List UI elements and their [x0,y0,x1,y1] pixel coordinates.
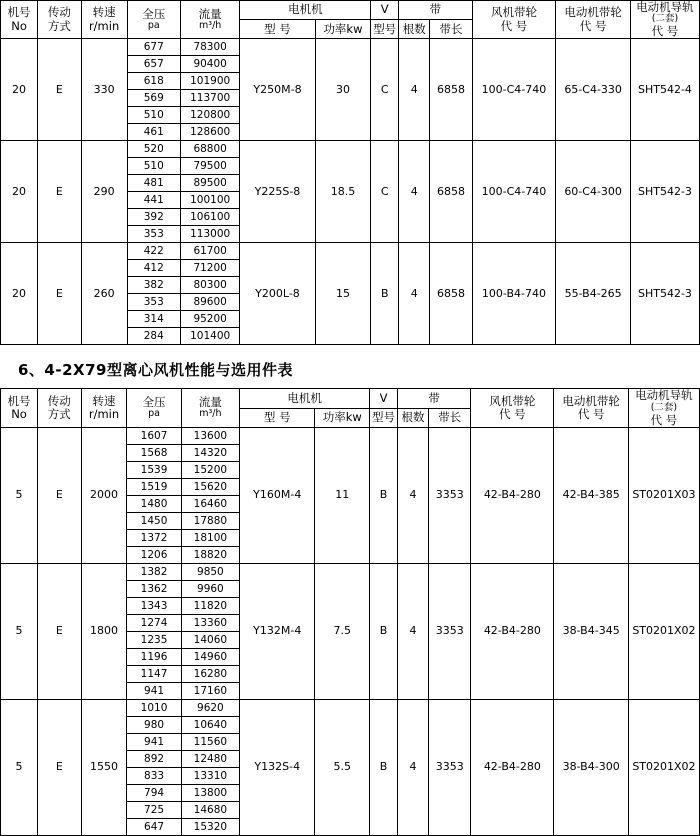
cell-quanya: 1519 [127,478,181,495]
cell-zhuansu: 260 [81,243,127,345]
cell-zhuansu: 290 [81,141,127,243]
cell-gonglv: 5.5 [315,699,370,835]
cell-genshu: 4 [397,563,428,699]
cell-liuliang: 101400 [180,328,239,345]
cell-fengji-daolun: 42-B4-280 [471,563,554,699]
cell-liuliang: 9850 [181,563,240,580]
header-dianji-group: 电机机 [240,389,370,408]
table-row [1,243,700,260]
cell-jihao: 20 [1,39,38,141]
cell-quanya: 1480 [127,495,181,512]
cell-quanya: 1010 [127,699,181,716]
cell-liuliang: 17160 [181,682,240,699]
cell-v-xinghao: B [371,243,399,345]
cell-genshu: 4 [397,427,428,563]
cell-quanya: 1362 [127,580,181,597]
header-quanya: 全压 pa [127,389,181,427]
header-dianji-xinghao: 型 号 [240,20,315,39]
cell-quanya: 412 [127,260,180,277]
cell-fengji-daolun: 42-B4-280 [471,699,554,835]
cell-jihao: 5 [1,427,38,563]
cell-liuliang: 89600 [180,294,239,311]
cell-quanya: 1382 [127,563,181,580]
cell-zhuansu: 1550 [81,699,127,835]
cell-liuliang: 113000 [180,226,239,243]
cell-liuliang: 15620 [181,478,240,495]
header-zhuansu: 转速 r/min [81,1,127,39]
cell-liuliang: 14320 [181,444,240,461]
header-v-xinghao: 型号 [371,20,399,39]
cell-quanya: 1539 [127,461,181,478]
cell-liuliang: 10640 [181,716,240,733]
cell-quanya: 314 [127,311,180,328]
cell-jihao: 5 [1,699,38,835]
cell-liuliang: 120800 [180,107,239,124]
cell-gonglv: 11 [315,427,370,563]
table-row [1,699,700,716]
table-row [1,141,700,158]
header-liuliang: 流量 m³/h [180,1,239,39]
table-row [1,563,700,580]
cell-quanya: 618 [127,73,180,90]
cell-quanya: 422 [127,243,180,260]
cell-quanya: 1235 [127,631,181,648]
header-daichang: 带长 [430,20,472,39]
cell-quanya: 569 [127,90,180,107]
cell-chuandong: E [38,563,82,699]
header-dianji-daolun: 电动机带轮 代 号 [556,1,631,39]
cell-liuliang: 9960 [181,580,240,597]
cell-quanya: 353 [127,226,180,243]
cell-fengji-daolun: 100-C4-740 [472,39,556,141]
cell-daichang: 3353 [429,427,471,563]
cell-daichang: 6858 [430,39,472,141]
cell-quanya: 647 [127,818,181,835]
header-v-group: V [370,389,398,408]
cell-quanya: 833 [127,767,181,784]
header-gonglv: 功率kw [315,20,371,39]
cell-quanya: 392 [127,209,180,226]
cell-liuliang: 14960 [181,648,240,665]
cell-daogui: ST0201X03 [628,427,699,563]
cell-daichang: 6858 [430,243,472,345]
cell-v-xinghao: B [370,427,398,563]
cell-quanya: 1568 [127,444,181,461]
cell-dianji-daolun: 55-B4-265 [556,243,631,345]
cell-fengji-daolun: 42-B4-280 [471,427,554,563]
cell-chuandong: E [38,427,82,563]
header-v-xinghao: 型号 [370,408,398,427]
cell-genshu: 4 [399,141,430,243]
cell-quanya: 677 [127,39,180,56]
cell-liuliang: 11820 [181,597,240,614]
cell-dianji-daolun: 38-B4-345 [554,563,628,699]
cell-dianji-daolun: 38-B4-300 [554,699,628,835]
cell-liuliang: 89500 [180,175,239,192]
cell-liuliang: 78300 [180,39,239,56]
cell-dianji-daolun: 60-C4-300 [556,141,631,243]
cell-liuliang: 90400 [180,56,239,73]
cell-v-xinghao: C [371,39,399,141]
cell-zhuansu: 2000 [81,427,127,563]
cell-quanya: 980 [127,716,181,733]
header-fengji-daolun: 风机带轮 代 号 [471,389,554,427]
cell-liuliang: 95200 [180,311,239,328]
cell-zhuansu: 1800 [81,563,127,699]
cell-liuliang: 15320 [181,818,240,835]
cell-liuliang: 17880 [181,512,240,529]
cell-quanya: 284 [127,328,180,345]
cell-quanya: 510 [127,107,180,124]
header-liuliang: 流量 m³/h [181,389,240,427]
cell-zhuansu: 330 [81,39,127,141]
cell-dianji-xinghao: Y132M-4 [240,563,315,699]
cell-genshu: 4 [397,699,428,835]
cell-genshu: 4 [399,243,430,345]
header-fengji-daolun: 风机带轮 代 号 [472,1,556,39]
cell-v-xinghao: C [371,141,399,243]
cell-chuandong: E [38,699,82,835]
cell-liuliang: 18820 [181,546,240,563]
cell-v-xinghao: B [370,699,398,835]
cell-gonglv: 7.5 [315,563,370,699]
fan-spec-table-bottom [0,388,700,835]
cell-daichang: 3353 [429,699,471,835]
cell-quanya: 892 [127,750,181,767]
cell-quanya: 1372 [127,529,181,546]
cell-dianji-xinghao: Y160M-4 [240,427,315,563]
header-dianji-daolun: 电动机带轮 代 号 [554,389,628,427]
cell-quanya: 941 [127,682,181,699]
cell-genshu: 4 [399,39,430,141]
header-dianji-group: 电机机 [240,1,371,20]
cell-quanya: 481 [127,175,180,192]
cell-liuliang: 79500 [180,158,239,175]
cell-liuliang: 113700 [180,90,239,107]
fan-spec-table-top [0,0,700,345]
header-chuandong: 传动 方式 [38,389,82,427]
cell-quanya: 1274 [127,614,181,631]
cell-liuliang: 100100 [180,192,239,209]
cell-jihao: 20 [1,141,38,243]
cell-liuliang: 68800 [180,141,239,158]
cell-dianji-daolun: 65-C4-330 [556,39,631,141]
cell-dianji-xinghao: Y250M-8 [240,39,315,141]
cell-fengji-daolun: 100-C4-740 [472,141,556,243]
cell-chuandong: E [38,141,82,243]
header-jihao: 机号 No [1,389,38,427]
cell-v-xinghao: B [370,563,398,699]
cell-quanya: 1196 [127,648,181,665]
header-dianji-xinghao: 型 号 [240,408,315,427]
header-daogui: 电动机导轨 (二套) 代 号 [628,389,699,427]
cell-quanya: 1450 [127,512,181,529]
cell-jihao: 5 [1,563,38,699]
cell-daichang: 3353 [429,563,471,699]
cell-liuliang: 12480 [181,750,240,767]
cell-quanya: 725 [127,801,181,818]
header-dai-group: 带 [397,389,470,408]
cell-liuliang: 15200 [181,461,240,478]
cell-quanya: 353 [127,294,180,311]
cell-daichang: 6858 [430,141,472,243]
table-row [1,39,700,56]
cell-liuliang: 13600 [181,427,240,444]
cell-chuandong: E [38,243,82,345]
table-header-row [1,389,700,408]
cell-liuliang: 16280 [181,665,240,682]
cell-quanya: 461 [127,124,180,141]
cell-quanya: 382 [127,277,180,294]
header-genshu: 根数 [397,408,428,427]
cell-gonglv: 18.5 [315,141,371,243]
cell-liuliang: 13800 [181,784,240,801]
header-daichang: 带长 [429,408,471,427]
cell-liuliang: 71200 [180,260,239,277]
header-gonglv: 功率kw [315,408,370,427]
header-v-group: V [371,1,399,20]
table-header-row [1,1,700,20]
cell-quanya: 1607 [127,427,181,444]
cell-quanya: 1343 [127,597,181,614]
cell-liuliang: 14060 [181,631,240,648]
cell-dianji-xinghao: Y200L-8 [240,243,315,345]
header-chuandong: 传动 方式 [38,1,82,39]
header-zhuansu: 转速 r/min [81,389,127,427]
header-quanya: 全压 pa [127,1,180,39]
cell-liuliang: 14680 [181,801,240,818]
cell-daogui: ST0201X02 [628,699,699,835]
cell-chuandong: E [38,39,82,141]
cell-jihao: 20 [1,243,38,345]
cell-liuliang: 128600 [180,124,239,141]
cell-liuliang: 9620 [181,699,240,716]
cell-liuliang: 11560 [181,733,240,750]
cell-daogui: ST0201X02 [628,563,699,699]
cell-dianji-xinghao: Y132S-4 [240,699,315,835]
cell-quanya: 441 [127,192,180,209]
cell-liuliang: 101900 [180,73,239,90]
cell-dianji-xinghao: Y225S-8 [240,141,315,243]
cell-quanya: 794 [127,784,181,801]
cell-gonglv: 15 [315,243,371,345]
header-genshu: 根数 [399,20,430,39]
header-jihao: 机号 No [1,1,38,39]
cell-dianji-daolun: 42-B4-385 [554,427,628,563]
cell-quanya: 657 [127,56,180,73]
section-title: 6、4-2X79型离心风机性能与选用件表 [18,361,293,380]
cell-fengji-daolun: 100-B4-740 [472,243,556,345]
cell-liuliang: 61700 [180,243,239,260]
cell-quanya: 941 [127,733,181,750]
cell-liuliang: 80300 [180,277,239,294]
cell-quanya: 520 [127,141,180,158]
cell-quanya: 1206 [127,546,181,563]
cell-liuliang: 18100 [181,529,240,546]
cell-liuliang: 106100 [180,209,239,226]
cell-quanya: 1147 [127,665,181,682]
cell-liuliang: 13360 [181,614,240,631]
table-row [1,427,700,444]
header-daogui: 电动机导轨 (二套) 代 号 [630,1,699,39]
cell-liuliang: 13310 [181,767,240,784]
cell-daogui: SHT542-3 [630,141,699,243]
cell-quanya: 510 [127,158,180,175]
cell-daogui: SHT542-3 [630,243,699,345]
cell-daogui: SHT542-4 [630,39,699,141]
cell-liuliang: 16460 [181,495,240,512]
cell-gonglv: 30 [315,39,371,141]
header-dai-group: 带 [399,1,472,20]
